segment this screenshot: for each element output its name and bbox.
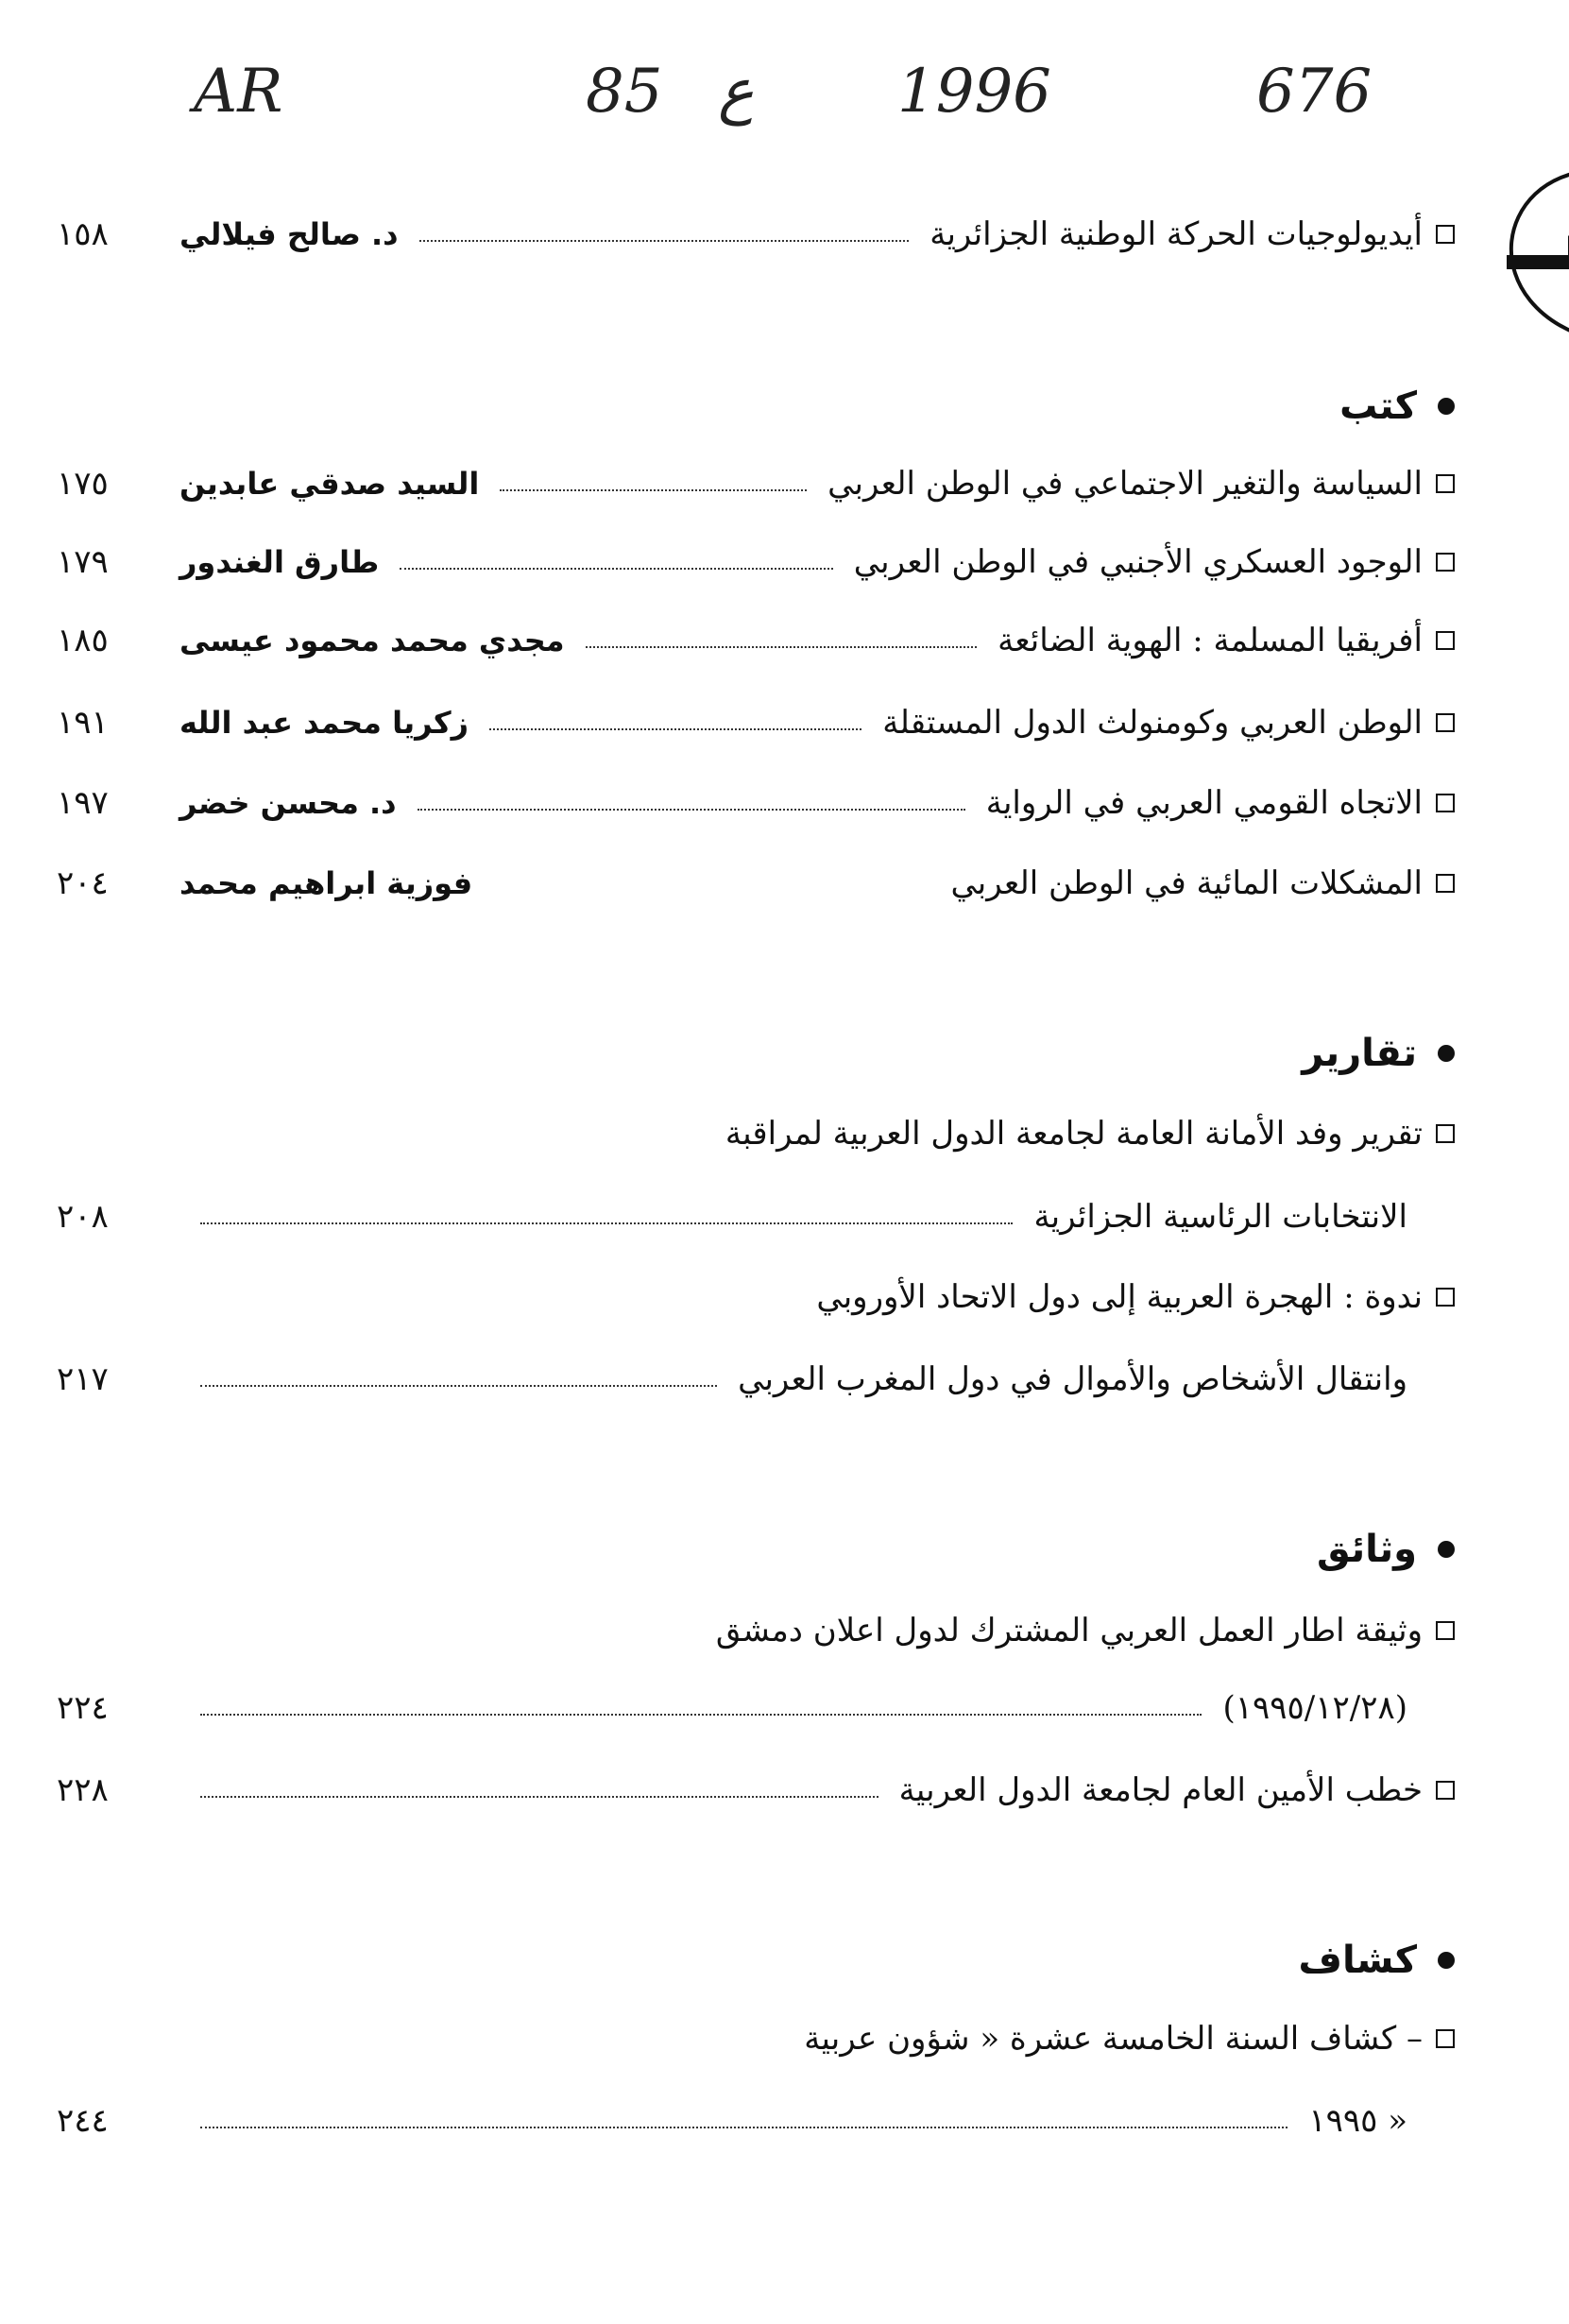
toc-entry[interactable] <box>57 1602 1455 1659</box>
entry-title: المشكلات المائية في الوطن العربي <box>950 864 1423 902</box>
entry-author: د. محسن خضر <box>179 785 397 821</box>
section-heading-reports <box>1134 1020 1455 1086</box>
toc-entry-continuation[interactable] <box>57 2093 1407 2149</box>
entry-author: مجدي محمد محمود عيسى <box>179 623 565 658</box>
entry-title: أفريقيا المسلمة : الهوية الضائعة <box>998 622 1423 659</box>
checkbox-icon <box>1436 794 1455 812</box>
entry-page: ١٥٨ <box>57 215 109 253</box>
dot-leader <box>493 889 929 891</box>
entry-title-continued: ١٩٩٥ » <box>1308 2102 1407 2140</box>
entry-page: ١٧٥ <box>57 465 109 503</box>
entry-title: خطب الأمين العام لجامعة الدول العربية <box>898 1771 1423 1809</box>
entry-title-continued: وانتقال الأشخاص والأموال في دول المغرب العربي <box>738 1360 1407 1398</box>
entry-page: ١٩١ <box>57 704 109 742</box>
entry-author: فوزية ابراهيم محمد <box>179 865 473 901</box>
entry-title: أيديولوجيات الحركة الوطنية الجزائرية <box>929 215 1423 253</box>
entry-page: ٢٢٤ <box>57 1689 109 1727</box>
dot-leader <box>200 1796 878 1798</box>
entry-title: كشاف السنة الخامسة عشرة « شؤون عربية – <box>804 2020 1423 2058</box>
checkbox-icon <box>1436 1781 1455 1800</box>
toc-entry[interactable] <box>57 206 1455 263</box>
dot-leader <box>200 1714 1202 1716</box>
dot-leader <box>200 1222 1013 1224</box>
toc-entry[interactable] <box>57 612 1455 669</box>
entry-page: ١٩٧ <box>57 784 109 822</box>
dot-leader <box>489 728 861 730</box>
section-heading-documents <box>1134 1516 1455 1582</box>
toc-entry[interactable] <box>57 2010 1455 2067</box>
entry-page: ٢٠٤ <box>57 864 109 902</box>
checkbox-icon <box>1436 474 1455 493</box>
entry-title: ندوة : الهجرة العربية إلى دول الاتحاد الأوروبي <box>816 1278 1423 1316</box>
toc-entry[interactable] <box>57 455 1455 512</box>
bullet-icon <box>1438 1541 1455 1558</box>
dot-leader <box>400 568 833 570</box>
entry-author: د. صالح فيلالي <box>179 216 399 252</box>
checkbox-icon <box>1436 1621 1455 1640</box>
entry-title: تقرير وفد الأمانة العامة لجامعة الدول العربية لمراقبة <box>725 1115 1423 1153</box>
checkbox-icon <box>1436 713 1455 732</box>
entry-author: طارق الغندور <box>179 544 380 580</box>
entry-title-continued: الانتخابات الرئاسية الجزائرية <box>1033 1198 1407 1236</box>
entry-author: زكريا محمد عبد الله <box>179 705 469 741</box>
toc-entry[interactable] <box>57 1762 1455 1819</box>
section-title: وثائق <box>1317 1528 1417 1571</box>
toc-entry[interactable] <box>57 855 1455 912</box>
entry-title-continued: (١٩٩٥/١٢/٢٨) <box>1222 1689 1407 1727</box>
toc-entry-continuation[interactable] <box>57 1351 1407 1408</box>
entry-title: الاتجاه القومي العربي في الرواية <box>985 784 1423 822</box>
checkbox-icon <box>1436 2029 1455 2048</box>
dot-leader <box>418 809 965 811</box>
toc-entry-continuation[interactable] <box>57 1680 1407 1736</box>
entry-page: ٢٢٨ <box>57 1771 109 1809</box>
entry-author: السيد صدقي عابدين <box>179 466 480 502</box>
bullet-icon <box>1438 1952 1455 1969</box>
dot-leader <box>200 1385 717 1387</box>
section-title: كتب <box>1339 384 1417 428</box>
handwritten-year: 1996 <box>897 57 1051 127</box>
toc-entry[interactable] <box>57 1269 1455 1325</box>
dot-leader <box>500 489 807 491</box>
entry-title: الوجود العسكري الأجنبي في الوطن العربي <box>853 543 1423 581</box>
checkbox-icon <box>1436 1288 1455 1307</box>
toc-entry[interactable] <box>57 1105 1455 1162</box>
toc-entry-continuation[interactable] <box>57 1188 1407 1245</box>
bullet-icon <box>1438 1045 1455 1062</box>
checkbox-icon <box>1436 631 1455 650</box>
entry-page: ١٧٩ <box>57 543 109 581</box>
entry-page: ١٨٥ <box>57 622 109 659</box>
dot-leader <box>200 2127 1288 2128</box>
section-heading-index <box>1134 1927 1455 1993</box>
handwritten-letter: ع <box>718 57 755 127</box>
section-title: تقارير <box>1302 1032 1417 1075</box>
handwritten-number: 85 <box>586 57 663 127</box>
checkbox-icon <box>1436 225 1455 244</box>
entry-title: السياسة والتغير الاجتماعي في الوطن العربي <box>827 465 1423 503</box>
dot-leader <box>586 646 978 648</box>
entry-page: ٢٠٨ <box>57 1198 109 1236</box>
dot-leader <box>419 240 910 242</box>
toc-entry[interactable] <box>57 534 1455 590</box>
handwritten-ref: 676 <box>1256 57 1373 127</box>
toc-entry[interactable] <box>57 694 1455 751</box>
section-heading-books <box>1134 373 1455 439</box>
entry-title: الوطن العربي وكومنولث الدول المستقلة <box>882 704 1423 742</box>
checkbox-icon <box>1436 553 1455 572</box>
checkbox-icon <box>1436 1124 1455 1143</box>
section-title: كشاف <box>1298 1939 1417 1982</box>
handwritten-code: AR <box>194 57 283 127</box>
journal-logo-icon <box>1455 165 1569 345</box>
checkbox-icon <box>1436 874 1455 893</box>
entry-page: ٢١٧ <box>57 1360 109 1398</box>
toc-entry[interactable] <box>57 775 1455 831</box>
entry-page: ٢٤٤ <box>57 2102 109 2140</box>
entry-title: وثيقة اطار العمل العربي المشترك لدول اعلان دمشق <box>715 1612 1423 1649</box>
bullet-icon <box>1438 398 1455 415</box>
